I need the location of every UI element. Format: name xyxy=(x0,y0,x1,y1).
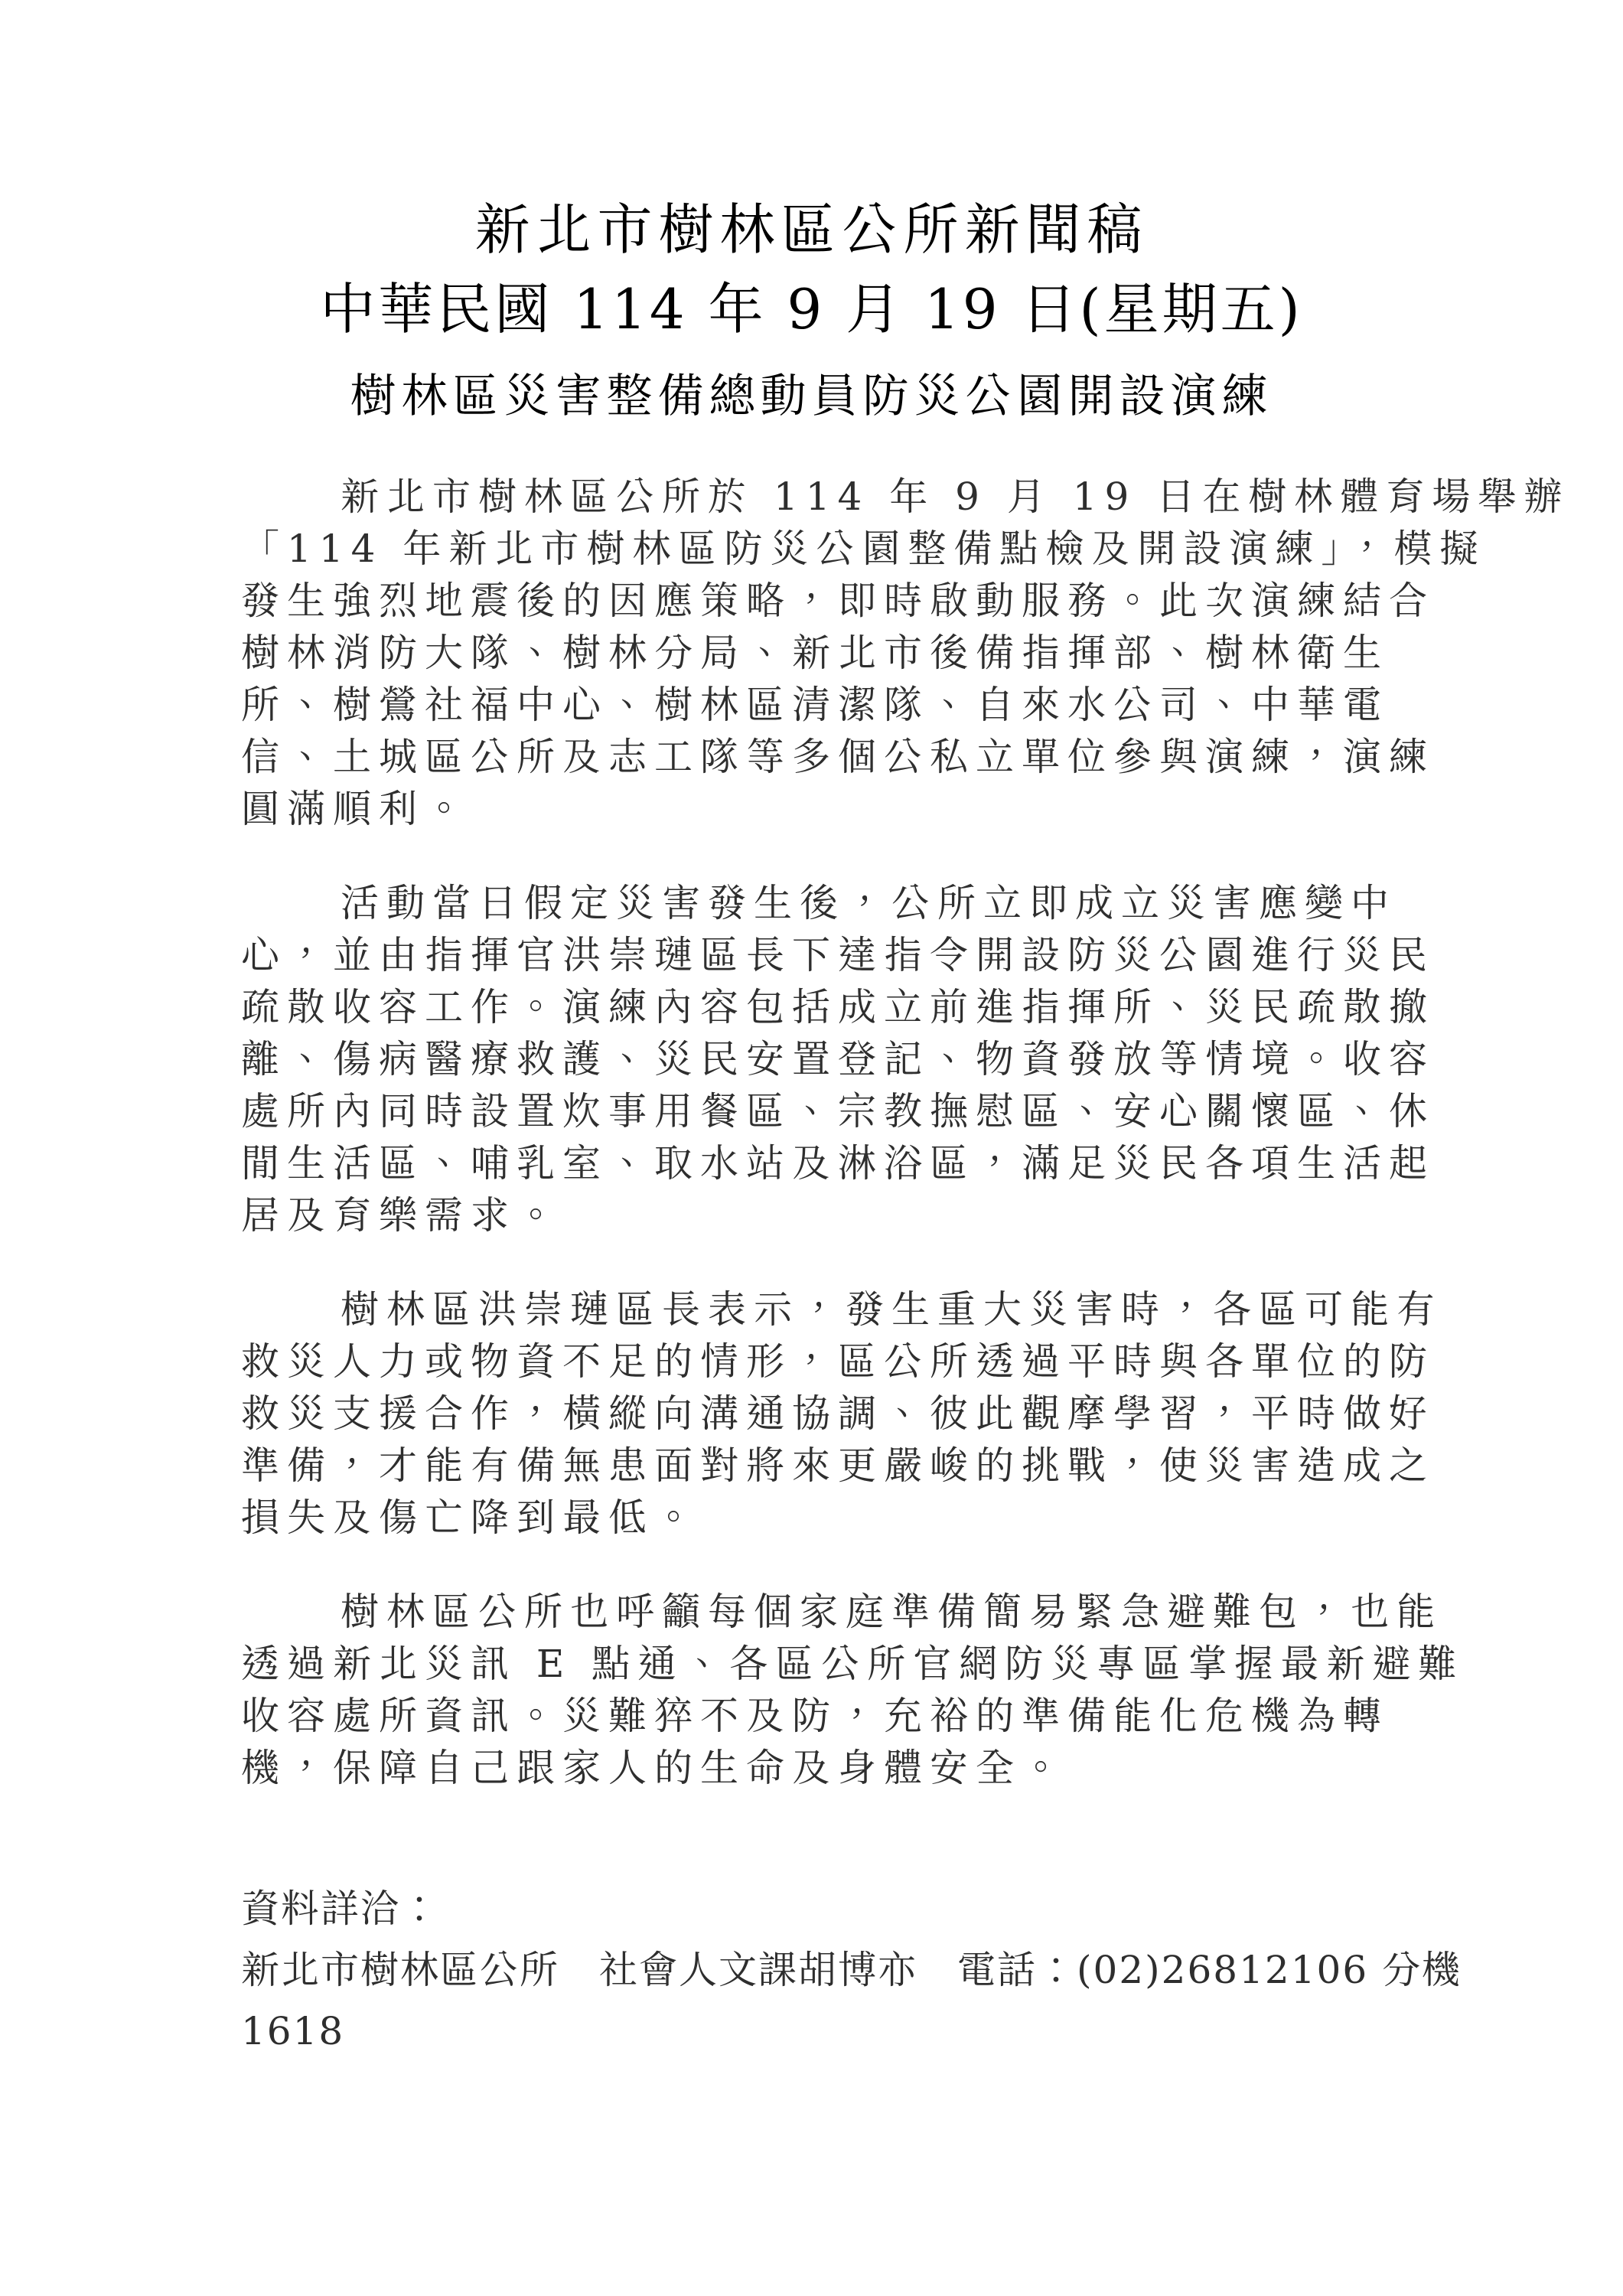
body-line: 圓滿順利。 xyxy=(241,787,471,831)
body-line: 疏散收容工作。演練內容包括成立前進指揮所、災民疏散撤 xyxy=(241,985,1435,1029)
contact-heading: 資料詳洽： xyxy=(241,1887,440,1931)
body-line: 活動當日假定災害發生後，公所立即成立災害應變中 xyxy=(341,881,1396,925)
body-line: 「114 年新北市樹林區防災公園整備點檢及開設演練」，模擬 xyxy=(241,527,1486,571)
body-line: 損失及傷亡降到最低。 xyxy=(241,1495,700,1540)
body-line: 收容處所資訊。災難猝不及防，充裕的準備能化危機為轉 xyxy=(241,1694,1389,1738)
paragraph-1 xyxy=(241,471,1570,835)
body-line: 信、土城區公所及志工隊等多個公私立單位參與演練，演練 xyxy=(241,735,1435,779)
contact-extension: 1618 xyxy=(241,2009,345,2053)
body-line: 樹林消防大隊、樹林分局、新北市後備指揮部、樹林衛生 xyxy=(241,631,1389,675)
body-line: 所、樹鶯社福中心、樹林區清潔隊、自來水公司、中華電 xyxy=(241,683,1389,727)
body-line: 準備，才能有備無患面對將來更嚴峻的挑戰，使災害造成之 xyxy=(241,1443,1435,1488)
paragraph-2 xyxy=(241,877,1435,1241)
body-line: 發生強烈地震後的因應策略，即時啟動服務。此次演練結合 xyxy=(241,579,1435,623)
body-line: 救災支援合作，橫縱向溝通協調、彼此觀摩學習，平時做好 xyxy=(241,1391,1435,1436)
document-body xyxy=(241,471,1570,1794)
document-date: 中華民國 114 年 9 月 19 日(星期五) xyxy=(320,277,1303,341)
body-line: 樹林區公所也呼籲每個家庭準備簡易緊急避難包，也能 xyxy=(341,1590,1442,1634)
paragraph-4 xyxy=(241,1586,1465,1794)
body-line: 新北市樹林區公所於 114 年 9 月 19 日在樹林體育場舉辦 xyxy=(341,475,1570,519)
document-title: 新北市樹林區公所新聞稿 xyxy=(474,197,1149,262)
body-line: 離、傷病醫療救護、災民安置登記、物資發放等情境。收容 xyxy=(241,1037,1435,1081)
contact-section xyxy=(241,1878,1462,2062)
body-line: 樹林區洪崇璉區長表示，發生重大災害時，各區可能有 xyxy=(341,1287,1442,1332)
contact-info: 新北市樹林區公所 社會人文課胡博亦 電話：(02)26812106 分機 xyxy=(241,1948,1462,1992)
body-line: 處所內同時設置炊事用餐區、宗教撫慰區、安心關懷區、休 xyxy=(241,1089,1435,1133)
paragraph-3 xyxy=(241,1283,1442,1544)
body-line: 居及育樂需求。 xyxy=(241,1193,562,1238)
document-subtitle: 樹林區災害整備總動員防災公園開設演練 xyxy=(350,370,1273,423)
body-line: 心，並由指揮官洪崇璉區長下達指令開設防災公園進行災民 xyxy=(241,933,1435,977)
body-line: 閒生活區、哺乳室、取水站及淋浴區，滿足災民各項生活起 xyxy=(241,1141,1435,1186)
body-line: 透過新北災訊 E 點通、各區公所官網防災專區掌握最新避難 xyxy=(241,1642,1465,1686)
body-line: 救災人力或物資不足的情形，區公所透過平時與各單位的防 xyxy=(241,1339,1435,1384)
body-line: 機，保障自己跟家人的生命及身體安全。 xyxy=(241,1746,1067,1790)
